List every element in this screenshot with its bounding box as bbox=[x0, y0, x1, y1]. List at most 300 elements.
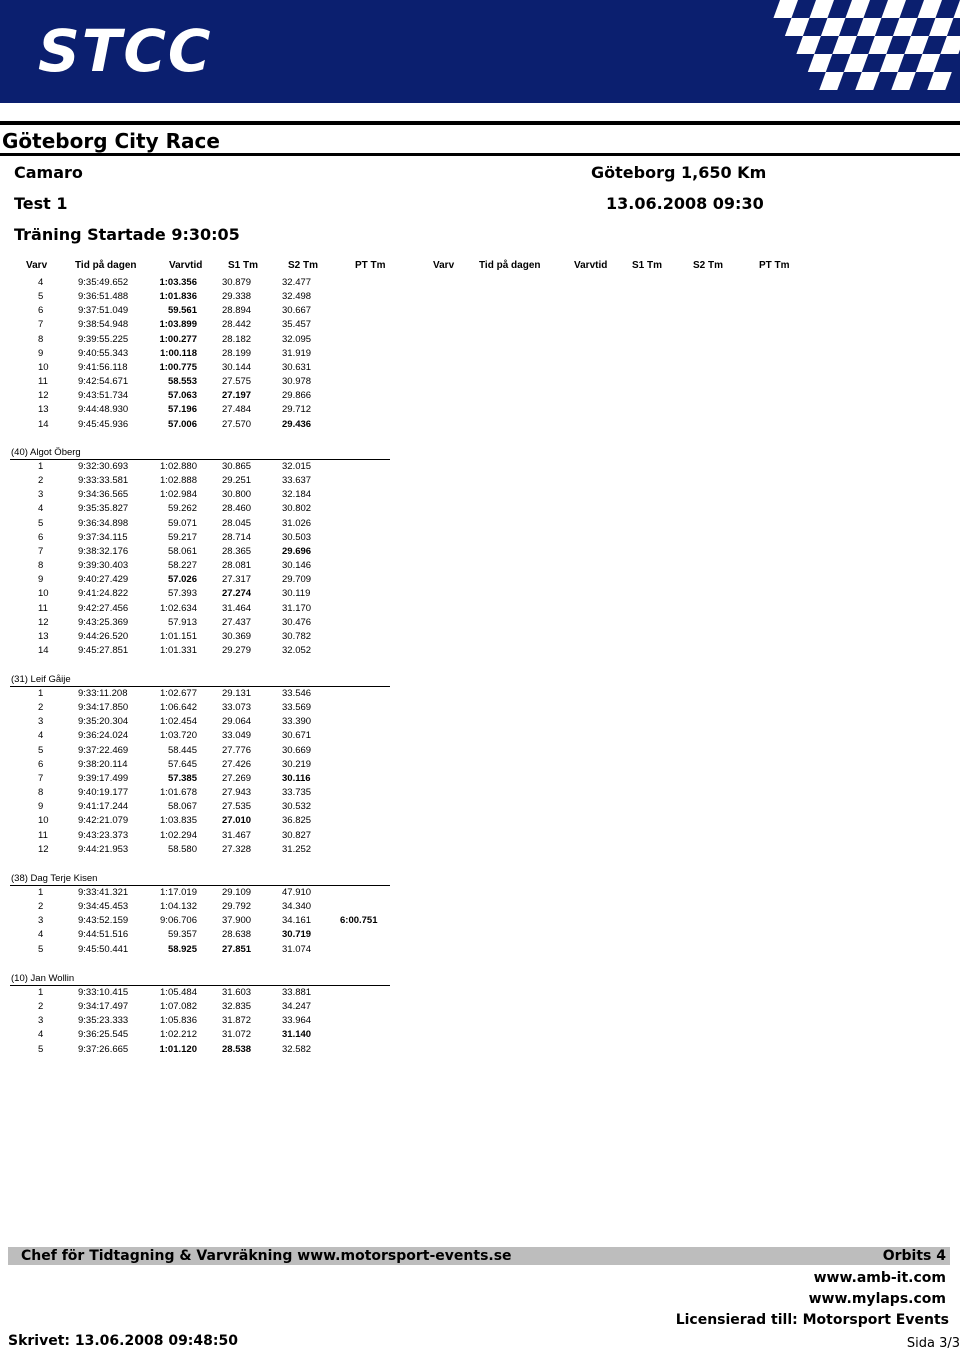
cell-s2: 29.712 bbox=[282, 404, 312, 416]
table-row bbox=[0, 815, 400, 829]
table-row bbox=[0, 1015, 400, 1029]
table-row bbox=[0, 546, 400, 560]
table-row bbox=[0, 348, 400, 362]
cell-s1: 30.865 bbox=[222, 461, 252, 472]
cell-time: 57.645 bbox=[167, 758, 197, 770]
cell-time: 1:02.984 bbox=[160, 489, 197, 501]
cell-tod: 9:33:11.208 bbox=[78, 688, 128, 699]
cell-time: 57.913 bbox=[167, 616, 197, 628]
cell-tod: 9:35:35.827 bbox=[78, 503, 129, 515]
cell-lap: 1 bbox=[38, 987, 44, 998]
cell-s2: 33.390 bbox=[282, 716, 312, 728]
cell-s1: 29.109 bbox=[222, 887, 252, 898]
cell-s2: 31.170 bbox=[282, 602, 312, 614]
driver-name: (10) Jan Wollin bbox=[11, 973, 75, 984]
cell-s2: 32.498 bbox=[282, 291, 312, 303]
cell-tod: 9:35:20.304 bbox=[78, 716, 129, 728]
cell-lap: 8 bbox=[38, 560, 44, 572]
cell-s2: 32.477 bbox=[282, 277, 312, 288]
cell-time: 58.925 bbox=[167, 943, 197, 955]
cell-time: 59.262 bbox=[167, 503, 197, 515]
cell-lap: 11 bbox=[38, 602, 48, 614]
cell-lap: 12 bbox=[38, 390, 49, 402]
cell-s2: 31.252 bbox=[282, 843, 312, 855]
cell-s2: 31.140 bbox=[282, 1029, 312, 1041]
cell-s1: 27.535 bbox=[222, 801, 252, 813]
cell-tod: 9:36:51.488 bbox=[78, 291, 129, 303]
table-row bbox=[0, 787, 400, 801]
cell-s2: 33.735 bbox=[282, 787, 312, 799]
cell-lap: 12 bbox=[38, 616, 49, 628]
column-header: Varvtid bbox=[574, 260, 608, 271]
cell-time: 1:02.677 bbox=[160, 688, 197, 699]
column-header: Varvtid bbox=[169, 260, 203, 271]
cell-s2: 30.146 bbox=[282, 560, 312, 572]
cell-s1: 31.464 bbox=[222, 602, 252, 614]
cell-s1: 29.792 bbox=[222, 901, 252, 913]
cell-s2: 33.546 bbox=[282, 688, 312, 699]
table-row bbox=[0, 376, 400, 390]
cell-time: 1:03.720 bbox=[160, 730, 197, 742]
cell-time: 1:02.212 bbox=[160, 1029, 197, 1041]
cell-s1: 28.442 bbox=[222, 319, 252, 331]
cell-s2: 47.910 bbox=[282, 887, 312, 898]
table-row bbox=[0, 574, 400, 588]
cell-lap: 13 bbox=[38, 630, 49, 642]
footer-orbits: Orbits 4 bbox=[882, 1248, 946, 1264]
cell-time: 1:07.082 bbox=[160, 1001, 197, 1013]
cell-tod: 9:34:45.453 bbox=[78, 901, 129, 913]
cell-time: 1:02.454 bbox=[160, 716, 197, 728]
cell-tod: 9:35:49.652 bbox=[78, 277, 129, 288]
cell-s2: 30.978 bbox=[282, 376, 312, 388]
divider bbox=[0, 153, 960, 156]
table-row bbox=[0, 404, 400, 418]
cell-s2: 34.161 bbox=[282, 915, 312, 927]
cell-tod: 9:34:36.565 bbox=[78, 489, 129, 501]
session-label: Test 1 bbox=[14, 194, 68, 213]
cell-time: 58.227 bbox=[167, 560, 197, 572]
driver-divider bbox=[10, 885, 390, 886]
cell-s1: 27.851 bbox=[222, 943, 252, 955]
column-header: Varv bbox=[433, 260, 455, 271]
table-row bbox=[0, 987, 400, 1001]
cell-lap: 10 bbox=[38, 588, 49, 600]
cell-s1: 29.338 bbox=[222, 291, 252, 303]
cell-lap: 12 bbox=[38, 843, 49, 855]
cell-time: 1:02.880 bbox=[160, 461, 197, 472]
cell-s1: 27.484 bbox=[222, 404, 252, 416]
cell-time: 1:02.294 bbox=[160, 829, 197, 841]
cell-s2: 31.074 bbox=[282, 943, 312, 955]
cell-s1: 27.426 bbox=[222, 758, 252, 770]
cell-tod: 9:43:51.734 bbox=[78, 390, 129, 402]
table-row bbox=[0, 475, 400, 489]
footer-license: Licensierad till: Motorsport Events bbox=[675, 1312, 949, 1328]
cell-time: 1:01.678 bbox=[160, 787, 197, 799]
cell-time: 58.445 bbox=[167, 744, 197, 756]
cell-time: 1:03.835 bbox=[160, 815, 197, 827]
cell-tod: 9:44:48.930 bbox=[78, 404, 129, 416]
cell-time: 1:02.888 bbox=[160, 475, 197, 487]
cell-s1: 27.317 bbox=[222, 574, 252, 586]
cell-lap: 8 bbox=[38, 333, 44, 345]
cell-time: 59.071 bbox=[167, 517, 197, 529]
cell-s2: 30.116 bbox=[282, 772, 311, 784]
cell-s1: 28.538 bbox=[222, 1043, 252, 1055]
table-row bbox=[0, 645, 400, 659]
cell-time: 59.561 bbox=[167, 305, 197, 317]
cell-lap: 1 bbox=[38, 461, 44, 472]
cell-pt: 6:00.751 bbox=[340, 915, 378, 927]
cell-s1: 28.638 bbox=[222, 929, 252, 941]
cell-s1: 27.437 bbox=[222, 616, 252, 628]
cell-time: 1:01.836 bbox=[159, 291, 197, 303]
cell-s2: 30.669 bbox=[282, 744, 312, 756]
cell-lap: 2 bbox=[38, 1001, 44, 1013]
cell-s1: 33.073 bbox=[222, 702, 252, 714]
cell-s2: 35.457 bbox=[282, 319, 312, 331]
cell-s1: 27.776 bbox=[222, 744, 252, 756]
table-row bbox=[0, 532, 400, 546]
cell-s2: 30.119 bbox=[282, 588, 311, 600]
date-label: 13.06.2008 09:30 bbox=[606, 194, 764, 213]
table-row bbox=[0, 390, 400, 404]
cell-lap: 3 bbox=[38, 1015, 44, 1027]
cell-lap: 5 bbox=[38, 517, 44, 529]
table-row bbox=[0, 887, 400, 901]
cell-s1: 31.872 bbox=[222, 1015, 252, 1027]
cell-lap: 13 bbox=[38, 404, 49, 416]
table-row bbox=[0, 901, 400, 915]
cell-time: 1:03.356 bbox=[159, 277, 197, 288]
column-header: PT Tm bbox=[759, 260, 790, 271]
cell-lap: 2 bbox=[38, 702, 44, 714]
cell-time: 1:00.118 bbox=[160, 347, 197, 359]
table-row bbox=[0, 730, 400, 744]
cell-lap: 6 bbox=[38, 758, 44, 770]
cell-s2: 30.719 bbox=[282, 929, 312, 941]
cell-s2: 29.709 bbox=[282, 574, 312, 586]
cell-time: 1:05.484 bbox=[160, 987, 197, 998]
cell-time: 57.393 bbox=[167, 588, 197, 600]
table-row bbox=[0, 830, 400, 844]
cell-tod: 9:34:17.850 bbox=[78, 702, 129, 714]
cell-tod: 9:45:50.441 bbox=[78, 943, 129, 955]
table-row bbox=[0, 617, 400, 631]
column-header: Tid på dagen bbox=[479, 260, 541, 271]
cell-tod: 9:38:20.114 bbox=[78, 758, 128, 770]
table-row bbox=[0, 291, 400, 305]
cell-s1: 30.369 bbox=[222, 630, 252, 642]
cell-time: 1:17.019 bbox=[160, 887, 197, 898]
table-row bbox=[0, 560, 400, 574]
cell-tod: 9:41:24.822 bbox=[78, 588, 129, 600]
cell-lap: 5 bbox=[38, 291, 44, 303]
cell-s2: 32.095 bbox=[282, 333, 312, 345]
cell-s1: 37.900 bbox=[222, 915, 252, 927]
cell-s2: 34.340 bbox=[282, 901, 312, 913]
cell-s1: 29.279 bbox=[222, 644, 252, 656]
cell-s2: 30.476 bbox=[282, 616, 312, 628]
cell-time: 1:03.899 bbox=[159, 319, 197, 331]
cell-s2: 32.184 bbox=[282, 489, 312, 501]
column-header: S1 Tm bbox=[632, 260, 663, 271]
cell-lap: 9 bbox=[38, 574, 44, 586]
cell-time: 1:00.277 bbox=[159, 333, 197, 345]
driver-name: (38) Dag Terje Kisen bbox=[11, 873, 98, 884]
cell-lap: 7 bbox=[38, 545, 44, 557]
column-header: S1 Tm bbox=[228, 260, 259, 271]
cell-lap: 9 bbox=[38, 347, 44, 359]
cell-s2: 31.919 bbox=[282, 347, 312, 359]
table-row bbox=[0, 489, 400, 503]
cell-s2: 30.631 bbox=[282, 361, 312, 373]
cell-s2: 33.637 bbox=[282, 475, 312, 487]
table-row bbox=[0, 944, 400, 958]
cell-tod: 9:40:19.177 bbox=[78, 787, 129, 799]
track-label: Göteborg 1,650 Km bbox=[591, 163, 767, 182]
cell-lap: 1 bbox=[38, 688, 44, 699]
cell-s1: 27.328 bbox=[222, 843, 252, 855]
cell-time: 9:06.706 bbox=[160, 915, 197, 927]
column-header: PT Tm bbox=[355, 260, 386, 271]
cell-s2: 32.052 bbox=[282, 644, 312, 656]
cell-s1: 28.894 bbox=[222, 305, 252, 317]
cell-s1: 27.197 bbox=[222, 390, 252, 402]
table-row bbox=[0, 801, 400, 815]
cell-s1: 28.182 bbox=[222, 333, 252, 345]
cell-lap: 5 bbox=[38, 744, 44, 756]
driver-name: (40) Algot Öberg bbox=[11, 447, 81, 458]
cell-lap: 3 bbox=[38, 489, 44, 501]
cell-s1: 27.269 bbox=[222, 772, 252, 784]
table-row bbox=[0, 461, 400, 475]
cell-lap: 4 bbox=[38, 1029, 44, 1041]
table-row bbox=[0, 844, 400, 858]
cell-time: 57.026 bbox=[167, 574, 197, 586]
cell-tod: 9:36:25.545 bbox=[78, 1029, 129, 1041]
cell-lap: 2 bbox=[38, 901, 44, 913]
cell-tod: 9:43:52.159 bbox=[78, 915, 129, 927]
table-row bbox=[0, 915, 400, 929]
cell-tod: 9:44:51.516 bbox=[78, 929, 129, 941]
cell-time: 58.580 bbox=[167, 843, 197, 855]
driver-divider bbox=[10, 459, 390, 460]
driver-name: (31) Leif Gåije bbox=[11, 674, 71, 685]
cell-time: 1:06.642 bbox=[160, 702, 197, 714]
cell-tod: 9:43:25.369 bbox=[78, 616, 129, 628]
cell-tod: 9:44:26.520 bbox=[78, 630, 129, 642]
cell-lap: 10 bbox=[38, 815, 49, 827]
cell-lap: 14 bbox=[38, 644, 49, 656]
cell-tod: 9:38:32.176 bbox=[78, 545, 129, 557]
cell-s1: 28.460 bbox=[222, 503, 252, 515]
cell-time: 59.357 bbox=[167, 929, 197, 941]
cell-s2: 30.671 bbox=[282, 730, 312, 742]
driver-divider bbox=[10, 985, 390, 986]
cell-time: 1:00.775 bbox=[159, 361, 197, 373]
cell-s2: 29.436 bbox=[282, 418, 312, 430]
table-row bbox=[0, 1029, 400, 1043]
cell-s2: 34.247 bbox=[282, 1001, 312, 1013]
cell-lap: 7 bbox=[38, 772, 44, 784]
cell-tod: 9:37:34.115 bbox=[78, 531, 128, 543]
cell-s1: 30.879 bbox=[222, 277, 252, 288]
cell-time: 57.063 bbox=[167, 390, 197, 402]
page-number: Sida 3/3 bbox=[906, 1336, 960, 1351]
footer-bar bbox=[8, 1247, 950, 1265]
cell-s1: 30.800 bbox=[222, 489, 252, 501]
table-row bbox=[0, 631, 400, 645]
cell-tod: 9:45:27.851 bbox=[78, 644, 129, 656]
cell-time: 57.006 bbox=[167, 418, 197, 430]
cell-s1: 28.045 bbox=[222, 517, 252, 529]
table-row bbox=[0, 588, 400, 602]
table-row bbox=[0, 319, 400, 333]
cell-time: 58.553 bbox=[167, 376, 197, 388]
cell-tod: 9:32:30.693 bbox=[78, 461, 129, 472]
column-header: Tid på dagen bbox=[75, 260, 137, 271]
table-row bbox=[0, 277, 400, 291]
table-row bbox=[0, 334, 400, 348]
cell-lap: 4 bbox=[38, 277, 44, 288]
cell-s2: 30.802 bbox=[282, 503, 312, 515]
cell-s2: 30.532 bbox=[282, 801, 312, 813]
footer-link-mylaps[interactable]: www.mylaps.com bbox=[808, 1291, 946, 1307]
cell-tod: 9:42:54.671 bbox=[78, 376, 129, 388]
cell-time: 1:01.151 bbox=[160, 630, 197, 642]
column-header: S2 Tm bbox=[693, 260, 724, 271]
header-banner bbox=[0, 0, 960, 103]
cell-tod: 9:41:17.244 bbox=[78, 801, 129, 813]
cell-s1: 27.570 bbox=[222, 418, 252, 430]
cell-lap: 3 bbox=[38, 915, 44, 927]
footer-credit: Chef för Tidtagning & Varvräkning www.motorsport-events.se bbox=[21, 1248, 512, 1264]
cell-lap: 14 bbox=[38, 418, 49, 430]
cell-s1: 29.251 bbox=[222, 475, 252, 487]
checkered-flag-icon bbox=[700, 0, 960, 103]
table-row bbox=[0, 362, 400, 376]
cell-time: 58.061 bbox=[167, 545, 197, 557]
cell-time: 57.385 bbox=[167, 772, 197, 784]
cell-lap: 4 bbox=[38, 929, 44, 941]
cell-s2: 32.015 bbox=[282, 461, 312, 472]
cell-s1: 33.049 bbox=[222, 730, 252, 742]
cell-lap: 5 bbox=[38, 1043, 44, 1055]
cell-lap: 3 bbox=[38, 716, 44, 728]
divider bbox=[0, 121, 960, 125]
cell-s2: 29.866 bbox=[282, 390, 312, 402]
cell-s2: 30.219 bbox=[282, 758, 312, 770]
table-row bbox=[0, 759, 400, 773]
cell-lap: 9 bbox=[38, 801, 44, 813]
footer-link-amb[interactable]: www.amb-it.com bbox=[813, 1270, 946, 1286]
table-row bbox=[0, 1044, 400, 1058]
cell-tod: 9:33:33.581 bbox=[78, 475, 129, 487]
table-row bbox=[0, 503, 400, 517]
table-row bbox=[0, 702, 400, 716]
cell-s1: 28.365 bbox=[222, 545, 252, 557]
table-row bbox=[0, 688, 400, 702]
cell-lap: 1 bbox=[38, 887, 44, 898]
cell-time: 59.217 bbox=[167, 531, 197, 543]
table-row bbox=[0, 419, 400, 433]
cell-tod: 9:33:10.415 bbox=[78, 987, 129, 998]
cell-tod: 9:39:30.403 bbox=[78, 560, 129, 572]
cell-tod: 9:40:55.343 bbox=[78, 347, 129, 359]
cell-s1: 27.274 bbox=[222, 588, 252, 600]
cell-tod: 9:41:56.118 bbox=[78, 361, 128, 373]
cell-tod: 9:40:27.429 bbox=[78, 574, 129, 586]
cell-time: 58.067 bbox=[167, 801, 197, 813]
cell-s2: 30.782 bbox=[282, 630, 312, 642]
table-row bbox=[0, 929, 400, 943]
table-row bbox=[0, 716, 400, 730]
cell-tod: 9:37:26.665 bbox=[78, 1043, 129, 1055]
table-row bbox=[0, 773, 400, 787]
cell-s1: 30.144 bbox=[222, 361, 252, 373]
cell-tod: 9:42:21.079 bbox=[78, 815, 129, 827]
cell-tod: 9:35:23.333 bbox=[78, 1015, 129, 1027]
cell-s1: 31.603 bbox=[222, 987, 252, 998]
cell-s1: 28.714 bbox=[222, 531, 252, 543]
cell-lap: 7 bbox=[38, 319, 44, 331]
column-header: Varv bbox=[26, 260, 48, 271]
cell-lap: 4 bbox=[38, 730, 44, 742]
page-title: Göteborg City Race bbox=[2, 129, 220, 153]
cell-s2: 36.825 bbox=[282, 815, 312, 827]
cell-tod: 9:37:22.469 bbox=[78, 744, 129, 756]
cell-tod: 9:34:17.497 bbox=[78, 1001, 129, 1013]
cell-s2: 30.827 bbox=[282, 829, 312, 841]
driver-divider bbox=[10, 686, 390, 687]
cell-tod: 9:38:54.948 bbox=[78, 319, 129, 331]
start-label: Träning Startade 9:30:05 bbox=[14, 225, 240, 244]
cell-lap: 10 bbox=[38, 361, 49, 373]
cell-s2: 33.881 bbox=[282, 987, 312, 998]
cell-time: 1:02.634 bbox=[160, 602, 197, 614]
cell-tod: 9:33:41.321 bbox=[78, 887, 129, 898]
cell-s1: 28.081 bbox=[222, 560, 252, 572]
table-row bbox=[0, 1001, 400, 1015]
cell-lap: 5 bbox=[38, 943, 44, 955]
cell-time: 1:01.331 bbox=[160, 644, 197, 656]
cell-s2: 33.964 bbox=[282, 1015, 312, 1027]
cell-s1: 29.131 bbox=[222, 688, 252, 699]
cell-tod: 9:42:27.456 bbox=[78, 602, 129, 614]
cell-s1: 31.072 bbox=[222, 1029, 252, 1041]
cell-time: 1:04.132 bbox=[160, 901, 197, 913]
cell-s2: 30.503 bbox=[282, 531, 312, 543]
cell-time: 1:05.836 bbox=[160, 1015, 197, 1027]
cell-s1: 31.467 bbox=[222, 829, 252, 841]
table-row bbox=[0, 518, 400, 532]
cell-s1: 27.575 bbox=[222, 376, 252, 388]
cell-tod: 9:36:34.898 bbox=[78, 517, 129, 529]
table-row bbox=[0, 745, 400, 759]
cell-s2: 32.582 bbox=[282, 1043, 312, 1055]
cell-s2: 33.569 bbox=[282, 702, 312, 714]
stcc-logo: STCC bbox=[38, 17, 213, 85]
cell-tod: 9:36:24.024 bbox=[78, 730, 129, 742]
cell-s1: 29.064 bbox=[222, 716, 252, 728]
cell-s1: 32.835 bbox=[222, 1001, 252, 1013]
cell-s1: 28.199 bbox=[222, 347, 252, 359]
cell-tod: 9:39:17.499 bbox=[78, 772, 129, 784]
cell-tod: 9:37:51.049 bbox=[78, 305, 129, 317]
table-row bbox=[0, 603, 400, 617]
